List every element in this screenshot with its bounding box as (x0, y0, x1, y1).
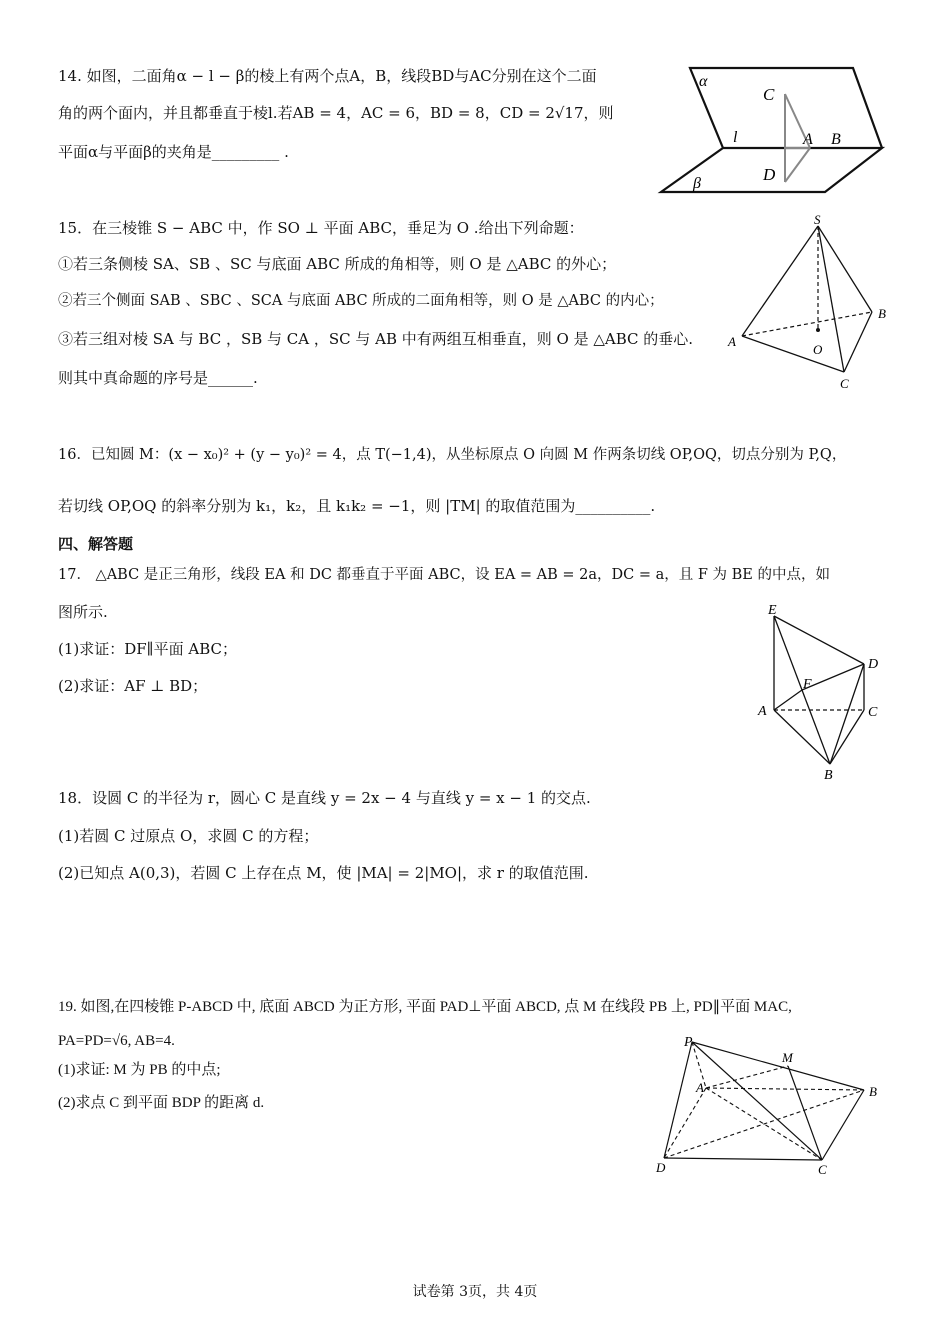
q19-line-2: PA=PD=√6, AB=4. (58, 1033, 175, 1049)
label-m: M (782, 1050, 793, 1065)
label-beta: β (693, 175, 701, 192)
q16-line-1: 16．已知圆 M：(x − x₀)² + (y − y₀)² = 4，点 T(−1,4)，从坐标原点 O 向圆 M 作两条切线 OP,OQ，切点分别为 P,Q， (58, 447, 847, 463)
q18-line-1: 18．设圆 C 的半径为 r，圆心 C 是直线 y = 2x − 4 与直线 y = x − 1 的交点. (58, 789, 591, 807)
q14-line-1: 14. 如图，二面角α − l − β的棱上有两个点A，B，线段BD与AC分别在这个二面 (58, 67, 597, 85)
q17-part-1: (1)求证：DF∥平面 ABC； (58, 640, 237, 658)
label-a: A (696, 1080, 704, 1095)
label-b: B (869, 1084, 877, 1099)
label-p: P (684, 1035, 693, 1050)
q14-line-3: 平面α与平面β的夹角是_________ . (58, 143, 289, 161)
label-b: B (878, 306, 886, 321)
q19-part-1: (1)求证: M 为 PB 的中点; (58, 1062, 221, 1078)
label-d: D (656, 1160, 666, 1175)
q14-line-2: 角的两个面内，并且都垂直于棱l.若AB = 4，AC = 6，BD = 8，CD = 2√17，则 (58, 104, 614, 122)
q15-line-2: ①若三条侧棱 SA、SB 、SC 与底面 ABC 所成的角相等，则 O 是 △ABC 的外心； (58, 255, 617, 273)
q19-line-1: 19. 如图,在四棱锥 P-ABCD 中, 底面 ABCD 为正方形, 平面 PAD⊥平面 ABCD, 点 M 在线段 PB 上, PD∥平面 MAC, (58, 999, 792, 1015)
label-c: C (868, 705, 878, 720)
q14-dihedral-figure (655, 62, 890, 202)
q19-pyramid-figure (650, 1030, 890, 1180)
label-e: E (768, 603, 777, 618)
label-f: F (803, 677, 812, 692)
q16-line-2: 若切线 OP,OQ 的斜率分别为 k₁，k₂，且 k₁k₂ = −1，则 |TM| 的取值范围为__________. (58, 497, 656, 515)
q17-part-2: (2)求证：AF ⊥ BD； (58, 677, 208, 695)
q18-part-2: (2)已知点 A(0,3)，若圆 C 上存在点 M，使 |MA| = 2|MO|，求 r 的取值范围. (58, 864, 589, 882)
label-l: l (733, 129, 738, 146)
label-alpha: α (699, 73, 708, 90)
q15-line-5: 则其中真命题的序号是______. (58, 369, 258, 387)
label-o: O (813, 342, 823, 357)
label-b: B (831, 131, 841, 148)
q17-line-1: 17． △ABC 是正三角形，线段 EA 和 DC 都垂直于平面 ABC，设 EA = AB = 2a，DC = a，且 F 为 BE 的中点，如 (58, 567, 830, 583)
label-a: A (758, 704, 767, 719)
page-footer: 试卷第 3页，共 4页 (412, 1284, 538, 1300)
q15-line-4: ③若三组对棱 SA 与 BC ，SB 与 CA ，SC 与 AB 中有两组互相垂直，则 O 是 △ABC 的垂心. (58, 330, 694, 348)
q15-line-1: 15．在三棱锥 S − ABC 中，作 SO ⊥ 平面 ABC，垂足为 O .给出下列命题： (58, 219, 584, 237)
label-c: C (763, 85, 775, 104)
q19-part-2: (2)求点 C 到平面 BDP 的距离 d. (58, 1095, 265, 1111)
section-heading: 四、解答题 (58, 535, 134, 553)
segment-db (785, 148, 810, 182)
q17-line-2: 图所示. (58, 603, 108, 621)
q15-line-3: ②若三个侧面 SAB 、SBC 、SCA 与底面 ABC 所成的二面角相等，则 O 是 △ABC 的内心； (58, 293, 664, 309)
label-a: A (728, 334, 736, 349)
label-c: C (840, 376, 849, 391)
label-s: S (814, 212, 821, 227)
label-c: C (818, 1162, 827, 1177)
q18-part-1: (1)若圆 C 过原点 O，求圆 C 的方程； (58, 827, 319, 845)
label-d: D (763, 165, 776, 184)
label-d: D (868, 657, 879, 672)
q17-solid-figure (752, 598, 892, 788)
label-b: B (824, 768, 833, 783)
q15-pyramid-figure (722, 212, 902, 394)
label-a: A (803, 131, 813, 148)
